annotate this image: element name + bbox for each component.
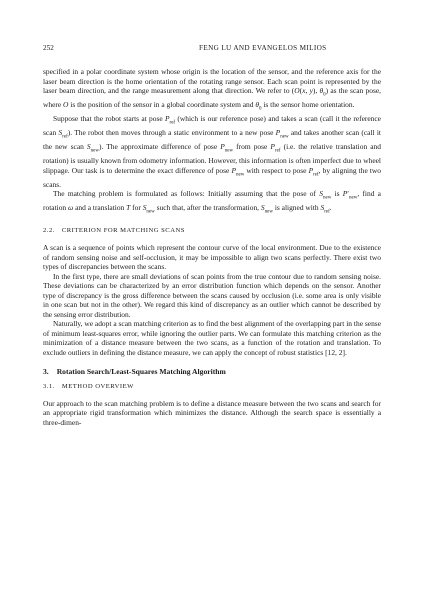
paragraph: In the first type, there are small deviations of scan points from the true contour due to random sensing noise. These deviations can be characterized by an error distribution function which depends on the sensor. Another type of discrepancy is the gross difference between the scans caused by occlusion (i.e. some area is only visible in one scan but not in the other). We regard this kind of discrepancy as an outlier which cannot be described by the sensing error distribution.: [43, 271, 381, 319]
paragraph: Our approach to the scan matching problem is to define a distance measure between the two scans and search for an appropriate rigid transformation which minimizes the distance. Although the search space is essentially a three-dimen-: [43, 398, 381, 427]
page-header: [43, 44, 381, 56]
subsection-number: 3.1.: [43, 383, 55, 391]
subsection-title: CRITERION FOR MATCHING SCANS: [61, 227, 185, 235]
paragraph: Naturally, we adopt a scan matching criterion as to find the best alignment of the overlapping part in the sense of minimum least-squares error, while ignoring the outlier parts. We can formulate this matching criterion as the minimization of a distance measure between the two scans, as a function of the rotation and translation. To exclude outliers in defining the distance measure, we can apply the concept of robust statistics [12, 2].: [43, 319, 381, 357]
section-number: 3.: [43, 366, 49, 376]
subsection-title: METHOD OVERVIEW: [61, 383, 134, 391]
paragraph: A scan is a sequence of points which represent the contour curve of the local environment. Due to the existence of random sensing noise and self-occlusion, it may be impossible to align two scans perfectly. There exist two types of discrepancies between the scans.: [43, 242, 381, 272]
subsection-heading: [43, 382, 381, 392]
paragraph: Suppose that the robot starts at pose $P_{ref}$ (which is our reference pose) and takes a scan (call it the reference scan $S_{ref}$). The robot then moves through a static environment to a new pose $P_{new}$ and takes another scan (call it the new scan $S_{new}$). The approximate difference of pose $P_{new}$ from pose $P_{ref}$ (i.e. the relative translation and rotation) is usually known from odometry information. However, this information is often imperfect due to wheel slippage. Our task is to determine the exact difference of pose $P_{new}$ with respect to pose $P_{ref}$, by aligning the two scans.: [43, 114, 382, 189]
paragraph: specified in a polar coordinate system whose origin is the location of the sensor, and the reference axis for the laser beam direction is the home orientation of the rotating range sensor. Each scan point is represented by the laser beam direction, and the range measurement along that direction. We refer to (O(x, y), $\theta_0$) as the scan pose, where O is the position of the sensor in a global coordinate system and $\theta_0$ is the sensor home orientation.: [43, 67, 382, 112]
page-number: 252: [43, 44, 54, 52]
subsection-number: 2.2.: [43, 227, 55, 235]
body-text: [43, 67, 381, 427]
running-title: FENG LU AND EVANGELOS MILIOS: [199, 44, 327, 52]
section-heading: [43, 367, 381, 377]
subsection-heading: [43, 226, 381, 236]
section-title: Rotation Search/Least-Squares Matching Algorithm: [56, 366, 226, 376]
paragraph: The matching problem is formulated as follows: Initially assuming that the pose of $S_{new}$ is $P'_{new}$, find a rotation ω and a translation T for $S_{new}$ such that, after the transformation, $S_{new}$ is aligned with $S_{ref}$.: [43, 189, 381, 215]
